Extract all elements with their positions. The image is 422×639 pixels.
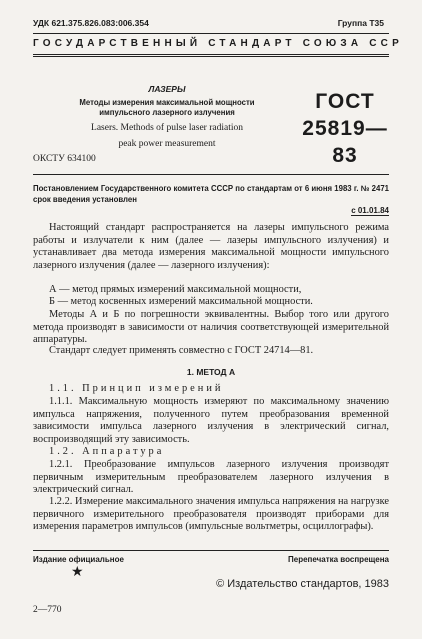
gost-label: ГОСТ [315, 90, 375, 113]
star-icon: ★ [71, 565, 84, 580]
standard-title: ГОСУДАРСТВЕННЫЙ СТАНДАРТ СОЮЗА ССР [33, 38, 403, 49]
english-title-line-2: peak power measurement [118, 139, 216, 149]
intro-paragraph-2: Методы А и Б по погрешности эквивалентны. Выбор того или другого метода производят в зависимости от наличия соответствующей измерительной аппаратуры. [33, 309, 389, 345]
official-edition-label: Издание официальное [33, 555, 124, 564]
top-rule [33, 33, 389, 34]
title-block [52, 84, 282, 150]
english-title-line-1: Lasers. Methods of pulse laser radiation [91, 123, 243, 133]
page-code: 2—770 [33, 605, 62, 615]
methods-title-line-1: Методы измерения максимальной мощности [79, 98, 255, 107]
subject-title: ЛАЗЕРЫ [148, 84, 186, 94]
intro-paragraph-3: Стандарт следует применять совместно с ГОСТ 24714—81. [49, 345, 314, 356]
clause-1-2-1: 1.2.1. Преобразование импульсов лазерного излучения производят первичным измерительным преобразователем лазерного излучения в электрический сигнал. [33, 459, 389, 495]
method-a-item: А — метод прямых измерений максимальной мощности, [49, 284, 302, 295]
header-rule-upper [33, 54, 389, 55]
publisher-copyright: © Издательство стандартов, 1983 [216, 578, 389, 590]
group-code: Группа Т35 [337, 18, 384, 28]
method-b-item: Б — метод косвенных измерений максимальной мощности. [49, 296, 313, 307]
section-1-heading: 1. МЕТОД А [186, 367, 236, 377]
okstu-code: ОКСТУ 634100 [33, 154, 96, 164]
clause-1-2-2: 1.2.2. Измерение максимального значения импульса напряжения на нагрузке первичного измерительного преобразователя производят приборами для измерения параметров импульсов (импульсные вольтметры, осциллографы). [33, 496, 389, 532]
intro-paragraph-1: Настоящий стандарт распространяется на лазеры импульсного режима работы и излучатели к ним (далее — лазеры импульсного излучения) и устанавливает два метода измерения максимальной мощности импульсного лазерного излучения (далее — лазерного излучения): [33, 222, 389, 271]
decree-text: Постановлением Государственного комитета СССР по стандартам от 6 июня 1983 г. № 2471 срок введения установлен [33, 184, 389, 204]
no-reprint-label: Перепечатка воспрещена [288, 555, 389, 564]
udk-code: УДК 621.375.826.083:006.354 [33, 18, 149, 28]
header-rule-lower [33, 56, 389, 57]
gost-number: 25819—83 [302, 117, 388, 167]
gost-designation [300, 88, 390, 169]
footer-rule [33, 550, 389, 551]
methods-title-line-2: импульсного лазерного излучения [99, 108, 235, 117]
subsection-1-1-heading: 1.1. Принцип измерений [49, 383, 224, 394]
subsection-1-2-heading: 1.2. Аппаратура [49, 446, 165, 457]
effective-date: с 01.01.84 [351, 206, 389, 215]
clause-1-1-1: 1.1.1. Максимальную мощность измеряют по максимальному значению импульса напряжения, полученного путем преобразования временной зависимости импульса лазерного излучения в электрический сигнал, воспроизводящий эту зависимость. [33, 396, 389, 445]
okstu-rule [33, 174, 389, 175]
